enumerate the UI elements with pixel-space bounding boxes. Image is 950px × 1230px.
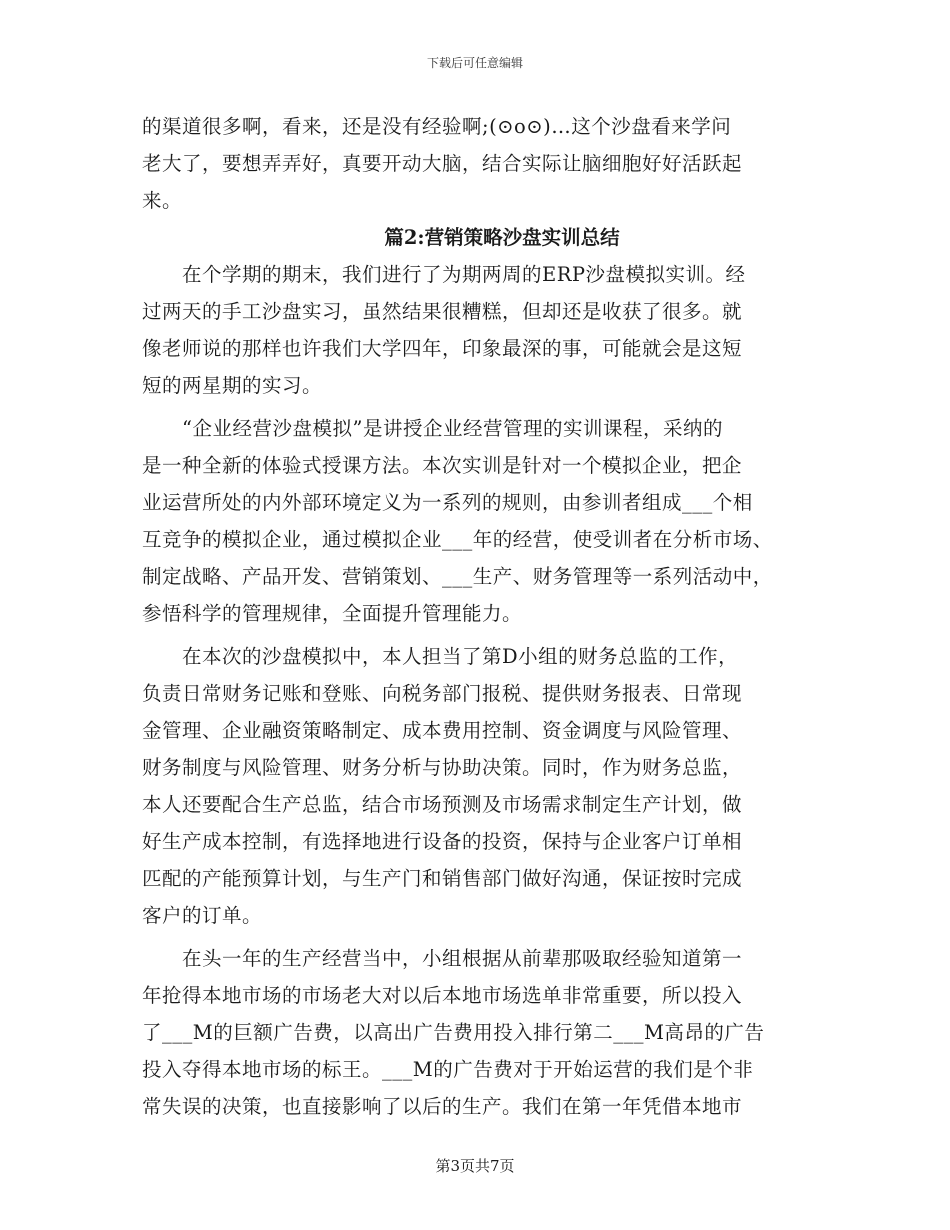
text-line: 好生产成本控制，有选择地进行设备的投资，保持与企业客户订单相: [142, 830, 743, 853]
text-line: 负责日常财务记账和登账、向税务部门报税、提供财务报表、日常现: [142, 682, 743, 705]
text-line: 财务制度与风险管理、财务分析与协助决策。同时，作为财务总监，: [142, 756, 743, 779]
text-line: 在头一年的生产经营当中，小组根据从前辈那吸取经验知道第一: [142, 947, 743, 970]
document-body: [142, 108, 822, 1125]
text-line: 像老师说的那样也许我们大学四年，印象最深的事，可能就会是这短: [142, 337, 743, 360]
text-line: 投入夺得本地市场的标王。___M的广告费对于开始运营的我们是个非: [142, 1058, 754, 1081]
text-line: 短的两星期的实习。: [142, 374, 323, 397]
text-line: “企业经营沙盘模拟”是讲授企业经营管理的实训课程，采纳的: [142, 417, 723, 440]
text-line: 金管理、企业融资策略制定、成本费用控制、资金调度与风险管理、: [142, 719, 743, 742]
paragraph: [142, 410, 822, 632]
text-line: 在个学期的期末，我们进行了为期两周的ERP沙盘模拟实训。经: [142, 263, 746, 286]
paragraph: [142, 108, 822, 219]
text-line: 了___M的巨额广告费，以高出广告费用投入排行第二___M高昂的广告: [142, 1021, 765, 1044]
text-line: 是一种全新的体验式授课方法。本次实训是针对一个模拟企业，把企: [142, 454, 743, 477]
text-line: 互竞争的模拟企业，通过模拟企业___年的经营，使受训者在分析市场、: [142, 528, 773, 551]
text-line: 制定战略、产品开发、营销策划、___生产、财务管理等一系列活动中，: [142, 565, 773, 588]
text-line: 在本次的沙盘模拟中，本人担当了第D小组的财务总监的工作，: [142, 645, 739, 668]
text-line: 参悟科学的管理规律，全面提升管理能力。: [142, 602, 523, 625]
page-header-note: 下载后可任意编辑: [426, 56, 523, 70]
text-line: 老大了，要想弄弄好，真要开动大脑，结合实际让脑细胞好好活跃起: [142, 152, 743, 175]
section-title: 篇2:营销策略沙盘实训总结: [384, 226, 620, 249]
text-line: 业运营所处的内外部环境定义为一系列的规则，由参训者组成___个相: [142, 491, 753, 514]
paragraph: [142, 940, 822, 1125]
text-line: 匹配的产能预算计划，与生产门和销售部门做好沟通，保证按时完成: [142, 867, 743, 890]
text-line: 客户的订单。: [142, 904, 263, 927]
text-line: 来。: [142, 189, 183, 212]
text-line: 过两天的手工沙盘实习，虽然结果很糟糕，但却还是收获了很多。就: [142, 300, 743, 323]
text-line: 本人还要配合生产总监，结合市场预测及市场需求制定生产计划，做: [142, 793, 743, 816]
paragraph: [142, 638, 822, 934]
text-line: 常失误的决策，也直接影响了以后的生产。我们在第一年凭借本地市: [142, 1095, 743, 1118]
paragraph: [142, 256, 822, 404]
text-line: 的渠道很多啊，看来，还是没有经验啊;(⊙o⊙)…这个沙盘看来学问: [142, 115, 732, 138]
text-line: 年抢得本地市场的市场老大对以后本地市场选单非常重要，所以投入: [142, 984, 743, 1007]
page-number: 第3页共7页: [435, 1157, 515, 1175]
